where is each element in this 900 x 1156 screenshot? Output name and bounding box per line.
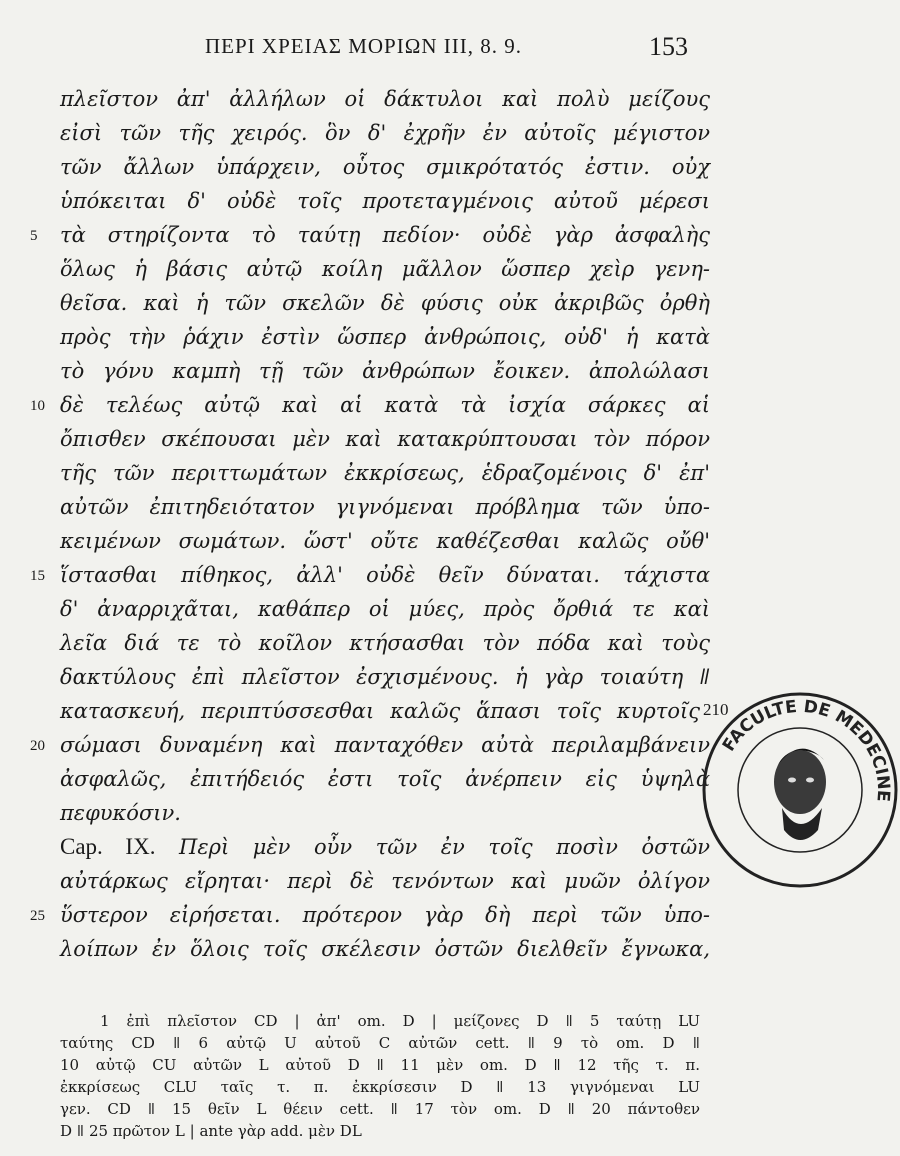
running-title: ΠΕΡΙ ΧΡΕΙΑΣ ΜΟΡΙΩΝ III, 8. 9. (205, 34, 522, 58)
line-number: 5 (30, 228, 38, 244)
text-line: ὅλως ἡ βάσις αὐτῷ κοίλη μᾶλλον ὥσπερ χεὶρ γενη- (60, 257, 710, 281)
text-line: σώμασι δυναμένη καὶ πανταχόθεν αὐτὰ περιλαμβάνειν (60, 733, 710, 757)
stamp-graphic (700, 690, 900, 890)
apparatus-line: 1 ἐπὶ πλεῖστον CD | ἀπ' om. D | μείζονες D ǁ 5 ταύτῃ LU (100, 1012, 700, 1030)
text-line: Περὶ μὲν οὖν τῶν ἐν τοῖς ποσὶν ὀστῶν (179, 835, 710, 859)
line-number: 25 (30, 908, 45, 924)
page-number: 153 (649, 32, 688, 61)
apparatus-line: ἐκκρίσεως CLU ταῖς τ. π. ἐκκρίσεσιν D ǁ 13 γιγνόμεναι LU (60, 1078, 700, 1096)
apparatus-line: ταύτης CD ǁ 6 αὐτῷ U αὐτοῦ C αὐτῶν cett. ǁ 9 τὸ om. D ǁ (60, 1034, 700, 1052)
text-line: κατασκευή, περιπτύσσεσθαι καλῶς ἅπασι τοῖς κυρτοῖς (60, 699, 700, 723)
library-stamp (700, 690, 900, 890)
apparatus-line: 10 αὐτῷ CU αὐτῶν L αὐτοῦ D ǁ 11 μὲν om. D ǁ 12 τῆς τ. π. (60, 1056, 700, 1074)
text-line: αὐτάρκως εἴρηται· περὶ δὲ τενόντων καὶ μυῶν ὀλίγον (60, 869, 710, 893)
text-line: ὄπισθεν σκέπουσαι μὲν καὶ κατακρύπτουσαι τὸν πόρον (60, 427, 710, 451)
text-line: ἀσφαλῶς, ἐπιτήδειός ἐστι τοῖς ἀνέρπειν εἰς ὑψηλὰ (60, 767, 710, 791)
text-line: τὰ στηρίζοντα τὸ ταύτῃ πεδίον· οὐδὲ γὰρ ἀσφαλὴς (60, 223, 710, 247)
text-line: ὕστερον εἰρήσεται. πρότερον γὰρ δὴ περὶ τῶν ὑπο- (60, 903, 710, 927)
text-line: τῶν ἄλλων ὑπάρχειν, οὗτος σμικρότατός ἐστιν. οὐχ (60, 155, 710, 179)
text-line: ὑπόκειται δ' οὐδὲ τοῖς προτεταγμένοις αὐτοῦ μέρεσι (60, 189, 710, 213)
text-line: αὐτῶν ἐπιτηδειότατον γιγνόμεναι πρόβλημα τῶν ὑπο- (60, 495, 710, 519)
text-line: δακτύλους ἐπὶ πλεῖστον ἐσχισμένους. ἡ γὰρ τοιαύτη ǁ (60, 665, 710, 689)
line-number: 15 (30, 568, 45, 584)
text-line: λεῖα διά τε τὸ κοῖλον κτήσασθαι τὸν πόδα καὶ τοὺς (60, 631, 710, 655)
text-line: κειμένων σωμάτων. ὥστ' οὔτε καθέζεσθαι καλῶς οὔθ' (60, 529, 710, 553)
text-line: πλεῖστον ἀπ' ἀλλήλων οἱ δάκτυλοι καὶ πολὺ μείζους (60, 87, 710, 111)
chapter-heading-line (60, 830, 710, 864)
apparatus-line: γεν. CD ǁ 15 θεῖν L θέειν cett. ǁ 17 τὸν om. D ǁ 20 πάντοθεν (60, 1100, 700, 1118)
margin-page-reference: 210 (703, 700, 729, 719)
text-line: θεῖσα. καὶ ἡ τῶν σκελῶν δὲ φύσις οὐκ ἀκριβῶς ὀρθὴ (60, 291, 710, 315)
stamp-portrait-icon (774, 749, 826, 840)
text-line: ἵστασθαι πίθηκος, ἀλλ' οὐδὲ θεῖν δύναται. τάχιστα (60, 563, 710, 587)
line-number: 20 (30, 738, 45, 754)
stamp-text-path: FACULTE DE MEDECINE (718, 696, 894, 803)
page-header (0, 32, 800, 62)
chapter-label: Cap. IX. (60, 834, 156, 859)
text-line: πρὸς τὴν ῥάχιν ἐστὶν ὥσπερ ἀνθρώποις, οὐδ' ἡ κατὰ (60, 325, 710, 349)
text-line: δ' ἀναρριχᾶται, καθάπερ οἱ μύες, πρὸς ὄρθιά τε καὶ (60, 597, 710, 621)
text-line: δὲ τελέως αὐτῷ καὶ αἱ κατὰ τὰ ἰσχία σάρκες αἱ (60, 393, 710, 417)
text-line: πεφυκόσιν. (60, 801, 181, 825)
apparatus-line: D ǁ 25 πρῶτον L | ante γὰρ add. μὲν DL (60, 1122, 362, 1140)
text-line: τῆς τῶν περιττωμάτων ἐκκρίσεως, ἑδραζομένοις δ' ἐπ' (60, 461, 710, 485)
text-line: τὸ γόνυ καμπὴ τῇ τῶν ἀνθρώπων ἔοικεν. ἀπολώλασι (60, 359, 710, 383)
text-line: εἰσὶ τῶν τῆς χειρός. ὃν δ' ἐχρῆν ἐν αὐτοῖς μέγιστον (60, 121, 710, 145)
text-line: λοίπων ἐν ὅλοις τοῖς σκέλεσιν ὀστῶν διελθεῖν ἔγνωκα, (60, 937, 710, 961)
line-number: 10 (30, 398, 45, 414)
